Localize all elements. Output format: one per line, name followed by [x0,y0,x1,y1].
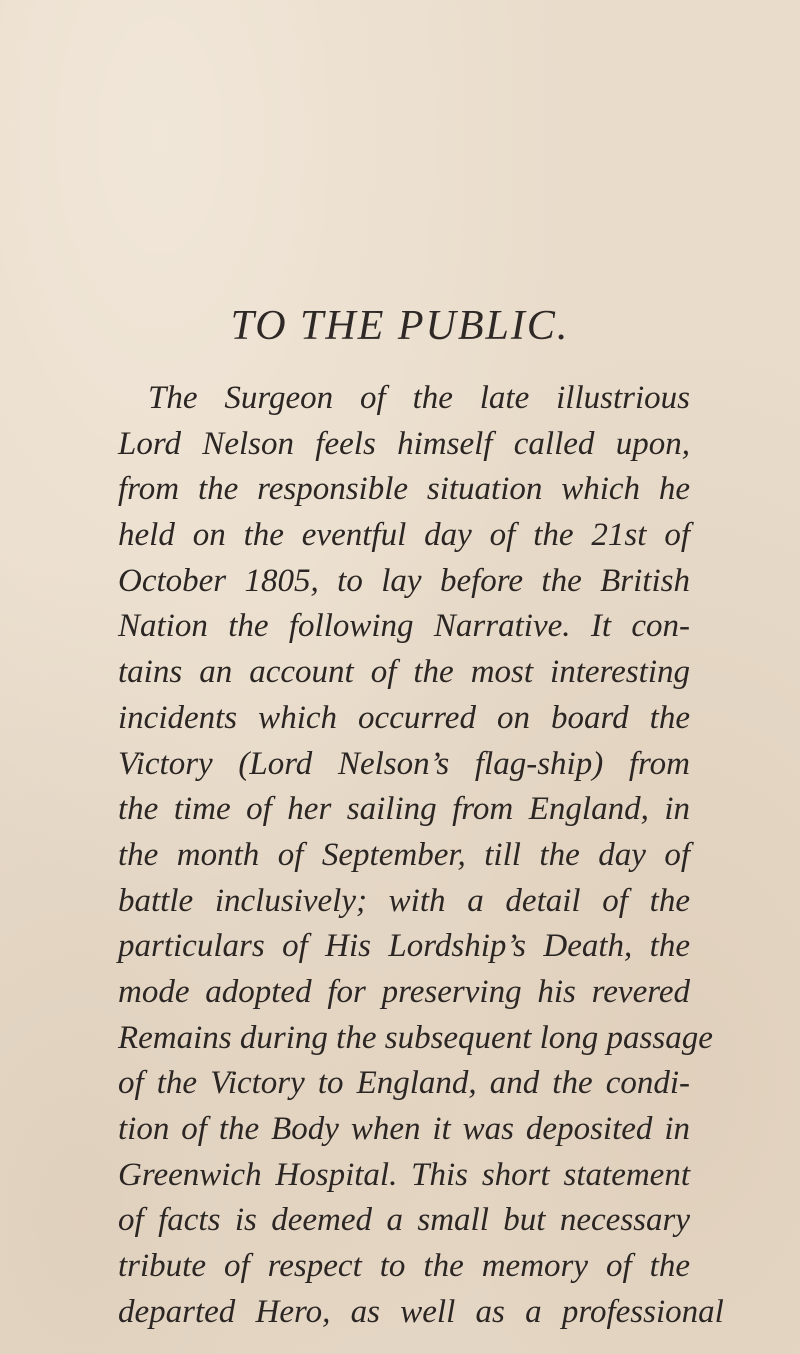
text-line: the month of September, till the day of [118,836,690,873]
text-line: of the Victory to England, and the condi- [118,1065,690,1102]
text-line: Nation the following Narrative. It con- [118,608,690,645]
text-line: departed Hero, as well as a professional [118,1293,724,1330]
text-line: mode adopted for preserving his revered [118,973,690,1010]
text-line: tains an account of the most interesting [118,654,690,691]
text-line: Remains during the subsequent long passage [118,1019,713,1056]
text-line: Greenwich Hospital. This short statement [118,1156,690,1193]
text-line: held on the eventful day of the 21st of [118,517,690,554]
text-line: of facts is deemed a small but necessary [118,1202,690,1239]
text-line: from the responsible situation which he [118,471,690,508]
text-line: October 1805, to lay before the British [118,562,690,599]
text-line: The Surgeon of the late illustrious [148,380,690,416]
text-line: incidents which occurred on board the [118,699,690,736]
text-line: battle inclusively; with a detail of the [118,882,690,919]
text-line: the time of her sailing from England, in [118,791,690,828]
body-paragraph [118,376,724,1335]
text-line: tribute of respect to the memory of the [118,1248,690,1285]
text-line: tion of the Body when it was deposited in [118,1111,690,1147]
text-line: particulars of His Lordship’s Death, the [118,928,690,965]
text-line: Victory (Lord Nelson’s flag-ship) from [118,745,690,782]
text-line: Lord Nelson feels himself called upon, [118,425,690,462]
page-heading: TO THE PUBLIC. [230,303,570,349]
